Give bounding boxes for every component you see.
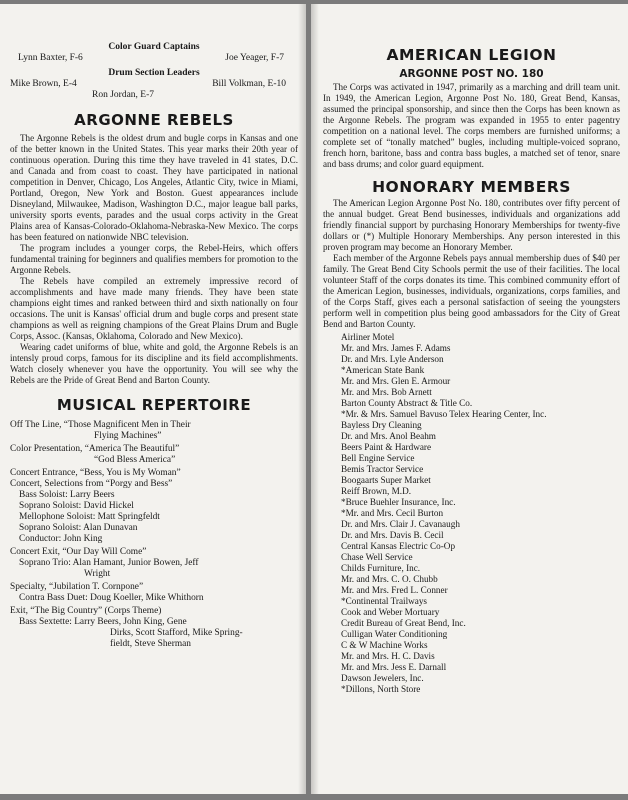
honorary-member: *Mr. & Mrs. Samuel Bavuso Telex Hearing Center, Inc.: [341, 409, 547, 419]
drum-section-title: Drum Section Leaders: [108, 68, 200, 78]
honorary-member: Beers Paint & Hardware: [341, 442, 432, 452]
honorary-member: Dr. and Mrs. Lyle Anderson: [341, 354, 444, 364]
rebels-paragraph: The Argonne Rebels is the oldest drum and bugle corps in Kansas and one of the better known in the United States. This year marks their 20th year of continuous operation. During this time they have traveled in 41 states, D.C. and Canada and from coast to coast. They have participated in national competition in Denver, Chicago, Los Angeles, Atlantic City, twice in Miami, Portland, Oregon, New York and Boston. Guest appearances include Disneyland, Milwaukee, Madison, Washington D.C., major league ball parks, university sports events, parades and the usual corps activity in the Great Plains area of Kansas-Colorado-Oklahoma-Nebraska-New Mexico. The corps has been featured on nationwide NBC television.: [10, 133, 298, 242]
legion-heading: AMERICAN LEGION: [386, 46, 557, 64]
honorary-member: *Bruce Buehler Insurance, Inc.: [341, 497, 456, 507]
repertoire-item: Dirks, Scott Stafford, Mike Spring-: [110, 628, 243, 638]
repertoire-item: Contra Bass Duet: Doug Koeller, Mike Whithorn: [19, 593, 204, 603]
honorary-member: Mr. and Mrs. C. O. Chubb: [341, 574, 438, 584]
rebels-heading: ARGONNE REBELS: [74, 111, 234, 129]
color-guard-captain: Lynn Baxter, F-6: [18, 53, 83, 63]
drum-leader: Mike Brown, E-4: [10, 79, 77, 89]
repertoire-item: Concert Entrance, “Bess, You is My Woman”: [10, 468, 181, 478]
color-guard-captain: Joe Yeager, F-7: [225, 53, 284, 63]
repertoire-item: Wright: [84, 569, 111, 579]
honorary-paragraph: The American Legion Argonne Post No. 180, contributes over fifty percent of the annual budget. Great Bend businesses, individuals and organizations add friendly financial support by purchasing Honorary Memberships for twenty-five dollars or (*) Multiple Honorary Memberships. Any person interested in this proven program may become an Honorary Member.: [323, 198, 620, 252]
honorary-member: Dr. and Mrs. Clair J. Cavanaugh: [341, 519, 460, 529]
drum-leader: Bill Volkman, E-10: [212, 79, 286, 89]
page-fold-shadow: [311, 4, 319, 794]
honorary-member: Bemis Tractor Service: [341, 464, 424, 474]
repertoire-item: Concert Exit, “Our Day Will Come”: [10, 547, 147, 557]
honorary-member: Cook and Weber Mortuary: [341, 607, 440, 617]
repertoire-item: Exit, “The Big Country” (Corps Theme): [10, 606, 162, 616]
honorary-member: Boogaarts Super Market: [341, 475, 431, 485]
repertoire-item: fieldt, Steve Sherman: [110, 639, 191, 649]
color-guard-row: [10, 53, 298, 64]
right-page: [311, 4, 628, 794]
honorary-paragraph: Each member of the Argonne Rebels pays annual membership dues of $40 per family. The Great Bend City Schools permit the use of their facilities. The local volunteer Staff of the corps donates its time. This combined community effort of the American Legion, businesses, individuals, organizations, corps families, and of the Corps Staff, gives each a personal satisfaction of seeing the youngsters perform well in competition plus being good ambassadors for the City of Great Bend and Barton County.: [323, 253, 620, 329]
honorary-member: Bayless Dry Cleaning: [341, 420, 422, 430]
repertoire-heading: MUSICAL REPERTOIRE: [56, 396, 252, 414]
honorary-member: Mr. and Mrs. James F. Adams: [341, 343, 451, 353]
repertoire-item: Concert, Selections from “Porgy and Bess”: [10, 479, 173, 489]
repertoire-list: [10, 420, 298, 650]
rebels-paragraph: The program includes a younger corps, the Rebel-Heirs, which offers fundamental training for beginners and qualifies members for promotion to the Argonne Rebels.: [10, 243, 298, 275]
legion-paragraph: The Corps was activated in 1947, primarily as a marching and drill team unit. In 1949, the American Legion, Argonne Post No. 180, Great Bend, Kansas, assumed the principal sponsorship, and since then the Corps has been known as the Argonne Rebels. The program was expanded in 1955 to enter pagentry competition on a national level. The corps members are furnished uniforms; a complete set of “tonally matched” bugles, including multiple-voiced soprano, french horn, baritone, bass and contra bass bugles, a matched set of tenor, snare and bass drums; and color guard equipment.: [323, 82, 620, 169]
repertoire-item: Off The Line, “Those Magnificent Men in Their: [10, 420, 191, 430]
honorary-member: Mr. and Mrs. Fred L. Conner: [341, 585, 448, 595]
repertoire-item: Conductor: John King: [19, 534, 103, 544]
honorary-member: *Continental Trailways: [341, 596, 428, 606]
honorary-member: Bell Engine Service: [341, 453, 415, 463]
repertoire-item: Soprano Trio: Alan Hamant, Junior Bowen, Jeff: [19, 558, 199, 568]
honorary-heading: HONORARY MEMBERS: [372, 178, 571, 196]
repertoire-item: Soprano Soloist: Alan Dunavan: [19, 523, 138, 533]
honorary-member: Dawson Jewelers, Inc.: [341, 673, 424, 683]
honorary-member: Culligan Water Conditioning: [341, 629, 448, 639]
honorary-member: Mr. and Mrs. Glen E. Armour: [341, 376, 451, 386]
repertoire-item: Bass Sextette: Larry Beers, John King, Gene: [19, 617, 187, 627]
honorary-member: Credit Bureau of Great Bend, Inc.: [341, 618, 466, 628]
rebels-paragraph: The Rebels have compiled an extremely impressive record of accomplishments and have made many friends. They have been state champions eight times and ranked between third and sixth nationally on four occasions. The unit is Kansas' official drum and bugle corps and present state champions as well as reigning champions of the Great Plains Drum and Bugle Corps, Assoc. (Kansas, Oklahoma, Colorado and New Mexico).: [10, 276, 298, 341]
repertoire-item: Color Presentation, “America The Beautiful”: [10, 444, 180, 454]
repertoire-item: “God Bless America”: [94, 455, 176, 465]
honorary-member: Reiff Brown, M.D.: [341, 486, 412, 496]
drum-leaders-row: [10, 79, 298, 90]
honorary-member: *Mr. and Mrs. Cecil Burton: [341, 508, 444, 518]
repertoire-item: Soprano Soloist: David Hickel: [19, 501, 134, 511]
repertoire-item: Flying Machines”: [94, 431, 162, 441]
repertoire-item: Specialty, “Jubilation T. Cornpone”: [10, 582, 144, 592]
honorary-member: Airliner Motel: [341, 332, 395, 342]
honorary-member: C & W Machine Works: [341, 640, 428, 650]
drum-leader: Ron Jordan, E-7: [92, 90, 155, 100]
honorary-member: Dr. and Mrs. Anol Beahm: [341, 431, 436, 441]
honorary-member: Mr. and Mrs. Jess E. Darnall: [341, 662, 447, 672]
honorary-member: *American State Bank: [341, 365, 425, 375]
repertoire-item: Mellophone Soloist: Matt Springfeldt: [19, 512, 160, 522]
honorary-member: Dr. and Mrs. Davis B. Cecil: [341, 530, 444, 540]
legion-post-subheading: ARGONNE POST NO. 180: [399, 68, 544, 80]
page-fold-shadow: [298, 4, 306, 794]
honorary-member: Chase Well Service: [341, 552, 413, 562]
honorary-member: Childs Furniture, Inc.: [341, 563, 421, 573]
repertoire-item: Bass Soloist: Larry Beers: [19, 490, 115, 500]
honorary-member: *Dillons, North Store: [341, 684, 421, 694]
left-page: [0, 4, 306, 794]
honorary-member: Barton County Abstract & Title Co.: [341, 398, 473, 408]
honorary-members-list: [323, 332, 620, 695]
honorary-member: Mr. and Mrs. Bob Arnett: [341, 387, 432, 397]
honorary-member: Mr. and Mrs. H. C. Davis: [341, 651, 435, 661]
color-guard-title: Color Guard Captains: [108, 42, 200, 52]
honorary-member: Central Kansas Electric Co-Op: [341, 541, 456, 551]
rebels-paragraph: Wearing cadet uniforms of blue, white and gold, the Argonne Rebels is an intensly proud corps, famous for its discipline and its field accomplishments. Watch closely whenever you have the opportunity. You will see why the Rebels are the Pride of Great Bend and Barton County.: [10, 342, 298, 385]
